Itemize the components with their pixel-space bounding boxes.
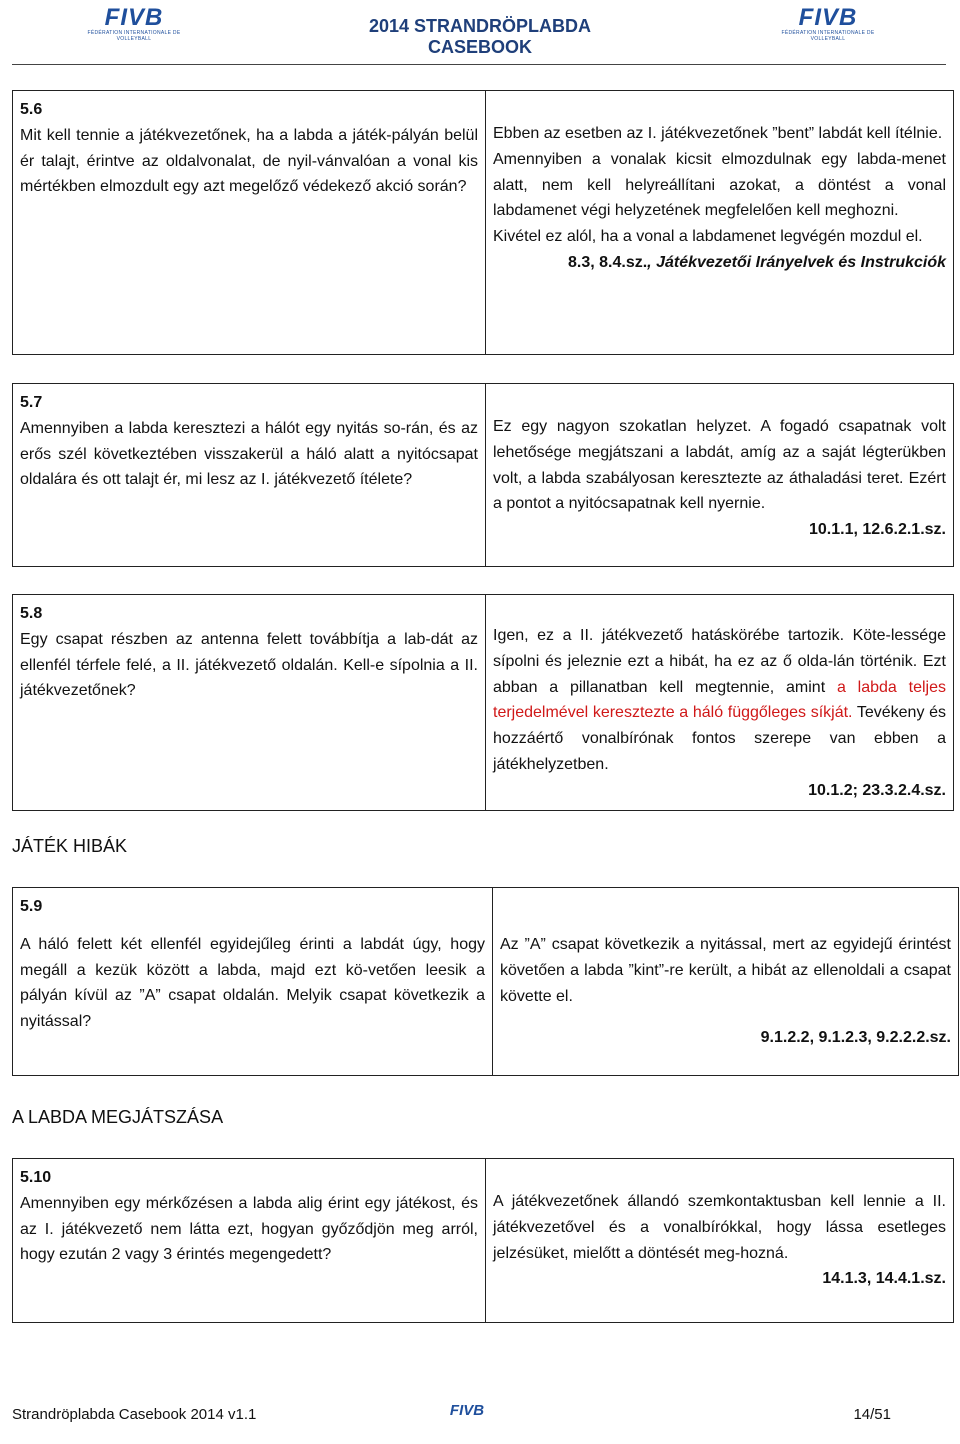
rule-reference: 10.1.1, 12.6.2.1.sz. bbox=[809, 521, 946, 539]
question-text: Amennyiben egy mérkőzésen a labda alig érint egy játékost, és az I. játékvezető nem látta ezt, hogyan győződjön meg arról, hogy ezután 2 vagy 3 érintés megengedett? bbox=[20, 1194, 478, 1264]
question-text: Mit kell tennie a játékvezetőnek, ha a labda a játék-pályán belül ér talajt, érintve az oldalvonalat, de nyil-vánvalóan a vonal kis mértékben elmozdult egy azt megelőző védekező akció során? bbox=[20, 126, 478, 196]
answer-text: Ez egy nagyon szokatlan helyzet. A fogadó csapatnak volt lehetősége megjátszani a labdát, amíg az a saját légterükben volt, a labda szabályosan keresztezte az áthaladási teret. Ezért a pontot a nyitócsapatnak kell nyernie. bbox=[493, 418, 946, 513]
question-text: Amennyiben a labda keresztezi a hálót egy nyitás so-rán, és az erős szél következtében visszakerül a háló alatt a nyitócsapat oldalára és ott talajt ér, mi lesz az I. játékvezető ítélete? bbox=[20, 419, 478, 489]
answer-cell bbox=[486, 595, 954, 811]
answer-cell bbox=[486, 384, 954, 567]
question-cell bbox=[13, 888, 493, 1076]
page-number: 14/51 bbox=[853, 1406, 891, 1423]
rule-reference: 14.1.3, 14.4.1.sz. bbox=[822, 1270, 946, 1288]
section-heading: JÁTÉK HIBÁK bbox=[12, 836, 128, 856]
question-text: Egy csapat részben az antenna felett továbbítja a lab-dát az ellenfél térfele felé, a II. játékvezető oldalán. Kell-e sípolnia a II. játékvezetőnek? bbox=[20, 630, 478, 700]
answer-text: Kivétel ez alól, ha a vonal a labdamenet legvégén mozdul el. bbox=[493, 228, 923, 246]
question-cell bbox=[13, 1159, 486, 1323]
case-number: 5.6 bbox=[20, 101, 43, 118]
case-table-5-7 bbox=[12, 383, 954, 567]
answer-cell bbox=[493, 888, 959, 1076]
case-number: 5.9 bbox=[20, 898, 43, 915]
question-cell bbox=[13, 384, 486, 567]
header-divider bbox=[12, 64, 946, 65]
fivb-logo-footer bbox=[437, 1402, 497, 1419]
footer-document-name: Strandröplabda Casebook 2014 v1.1 bbox=[12, 1406, 257, 1423]
answer-cell bbox=[486, 1159, 954, 1323]
fivb-logo-tagline: FÉDÉRATION INTERNATIONALE DE VOLLEYBALL bbox=[781, 30, 875, 42]
section-heading: A LABDA MEGJÁTSZÁSA bbox=[12, 1107, 224, 1127]
rule-reference: 10.1.2; 23.3.2.4.sz. bbox=[808, 781, 946, 799]
case-table-5-10 bbox=[12, 1158, 954, 1323]
page-header-title: 2014 STRANDRÖPLABDA CASEBOOK bbox=[368, 16, 592, 57]
question-cell bbox=[13, 91, 486, 355]
case-table-5-6 bbox=[12, 90, 954, 355]
case-table-5-9 bbox=[12, 887, 959, 1076]
rule-reference-source: , Játékvezetői Irányelvek és Instrukciók bbox=[647, 253, 946, 271]
rule-reference bbox=[493, 250, 946, 276]
fivb-logo-text: FIVB bbox=[449, 1402, 485, 1419]
fivb-logo-tagline: FÉDÉRATION INTERNATIONALE DE VOLLEYBALL bbox=[87, 30, 181, 42]
fivb-logo-left bbox=[84, 6, 184, 48]
answer-text: Ebben az esetben az I. játékvezetőnek ”bent” labdát kell ítélnie. bbox=[493, 125, 943, 142]
case-number: 5.10 bbox=[20, 1169, 52, 1186]
case-number: 5.8 bbox=[20, 605, 43, 622]
case-number: 5.7 bbox=[20, 394, 43, 411]
question-cell bbox=[13, 595, 486, 811]
rule-reference: 9.1.2.2, 9.1.2.3, 9.2.2.2.sz. bbox=[760, 1029, 951, 1047]
answer-highlight: a labda teljes terjedelmével keresztezte a háló függőleges síkját. bbox=[493, 678, 946, 722]
fivb-logo-right bbox=[778, 6, 878, 48]
answer-text: Igen, ez a II. játékvezető hatáskörébe tartozik. Köte-lessége sípolni és jeleznie ezt a hibát, ha ez az ő olda-lán történik. Ezt abban a pillanatban kell megtennie, amint bbox=[493, 627, 946, 696]
answer-text: Tevékeny és hozzáértő vonalbírónak fontos szerepe van ebben a játékhelyzetben. bbox=[493, 704, 947, 773]
question-text: A háló felett két ellenfél egyidejűleg érinti a labdát úgy, hogy megáll a kezük között a labda, majd ezt kö-vetően leesik a pályán kívül az ”A” csapat oldalán. Melyik csapat következik a nyitással? bbox=[20, 935, 485, 1031]
answer-text: A játékvezetőnek állandó szemkontaktusban kell lennie a II. játékvezetővel és a vonalbírókkal, hogy lássa esetleges jelzésüket, mielőtt a döntését meg-hozná. bbox=[493, 1193, 946, 1262]
answer-text: Amennyiben a vonalak kicsit elmozdulnak egy labda-menet alatt, nem kell helyreállítani azokat, a döntést a vonal labdamenet végi helyzetének megfelelően kell meghozni. bbox=[493, 150, 946, 220]
rule-reference-numbers: 8.3, 8.4.sz. bbox=[568, 253, 648, 271]
answer-cell bbox=[486, 91, 954, 355]
case-table-5-8 bbox=[12, 594, 954, 811]
answer-text: Az ”A” csapat következik a nyitással, mert az egyidejű érintést követően a labda ”kint”-re került, a hibát az ellenoldali a csapat követte el. bbox=[500, 936, 951, 1005]
fivb-logo-text: FIVB bbox=[798, 4, 858, 31]
fivb-logo-text: FIVB bbox=[104, 4, 164, 31]
